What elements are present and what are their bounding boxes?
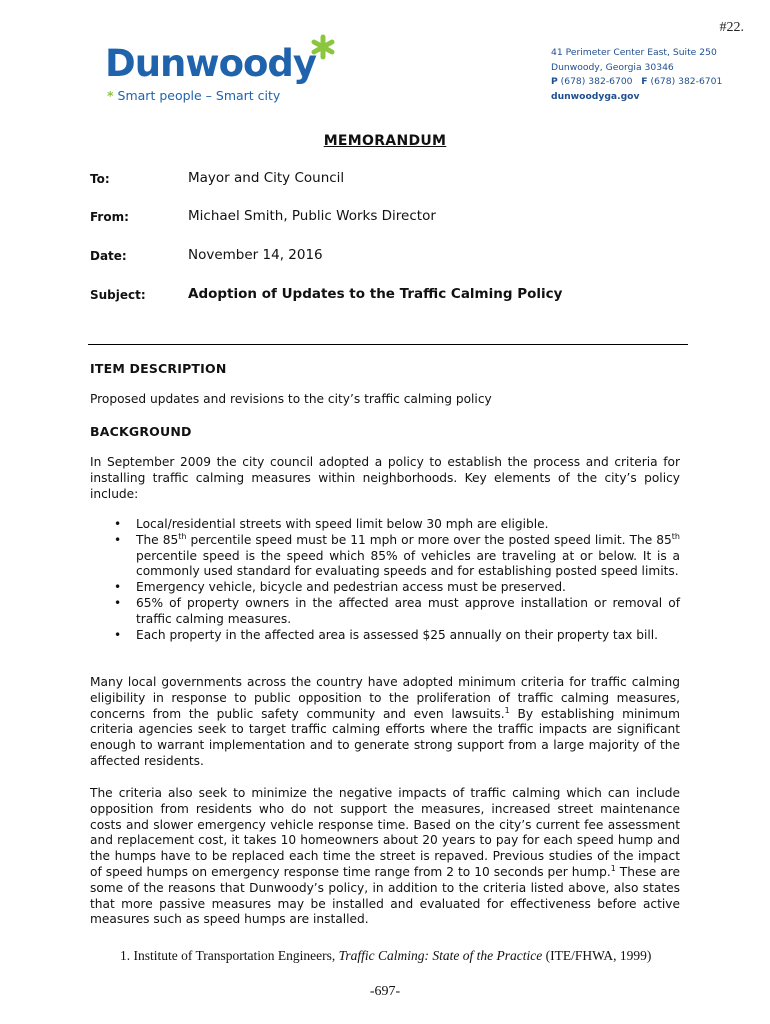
background-intro: In September 2009 the city council adopted a policy to establish the process and criteria for installing traffic calming measures within neighborhoods. Key elements of the city’s policy include: xyxy=(90,455,680,501)
background-heading: BACKGROUND xyxy=(90,424,192,439)
date-label: Date: xyxy=(90,249,127,263)
page-number: -697- xyxy=(369,984,401,999)
address-block xyxy=(551,46,722,104)
header-divider xyxy=(88,344,688,345)
date-value: November 14, 2016 xyxy=(188,247,323,263)
footnote-ref: 1 xyxy=(504,705,510,715)
list-item: • 65% of property owners in the affected area must approve installation or removal of traffic calming measures. xyxy=(90,596,680,628)
memo-title: MEMORANDUM xyxy=(323,133,447,149)
logo-wordmark: Dunwoody xyxy=(105,42,317,85)
phone-fax-line xyxy=(551,75,722,90)
to-label: To: xyxy=(90,172,110,186)
list-item: • Each property in the affected area is assessed $25 annually on their property tax bill. xyxy=(90,628,680,644)
footnote-title: Traffic Calming: State of the Practice xyxy=(338,948,543,963)
list-item: • The 85th percentile speed must be 11 mph or more over the posted speed limit. The 85th percentile speed is the speed which 85% of vehicles are traveling at or below. It is a commonly used standard for evaluating speeds and for establishing posted speed limits. xyxy=(90,533,680,580)
phone-number: (678) 382-6700 xyxy=(560,76,633,87)
fax-label: F xyxy=(641,76,648,87)
subject-label: Subject: xyxy=(90,288,146,302)
address-line1: 41 Perimeter Center East, Suite 250 xyxy=(551,47,717,58)
item-description-heading: ITEM DESCRIPTION xyxy=(90,361,227,376)
from-value: Michael Smith, Public Works Director xyxy=(188,208,436,224)
footnote: 1. Institute of Transportation Engineers, Traffic Calming: State of the Practice (ITE/FHWA, 1999) xyxy=(120,948,652,963)
from-label: From: xyxy=(90,210,129,224)
fax-number: (678) 382-6701 xyxy=(650,76,723,87)
to-value: Mayor and City Council xyxy=(188,170,345,186)
footnote-ref: 1 xyxy=(610,863,616,873)
phone-label: P xyxy=(551,76,558,87)
tagline-text: Smart people – Smart city xyxy=(117,88,281,103)
tagline-star-icon: * xyxy=(107,88,114,103)
website-link[interactable]: dunwoodyga.gov xyxy=(551,90,640,102)
logo-star-icon xyxy=(310,34,336,60)
subject-value: Adoption of Updates to the Traffic Calming Policy xyxy=(188,286,563,302)
footnote-number: 1. xyxy=(120,948,131,963)
address-line2: Dunwoody, Georgia 30346 xyxy=(551,61,674,73)
item-description-text: Proposed updates and revisions to the city’s traffic calming policy xyxy=(90,392,492,406)
list-item: • Local/residential streets with speed limit below 30 mph are eligible. xyxy=(90,517,680,533)
criteria-list xyxy=(90,517,680,643)
background-paragraph-2: Many local governments across the country have adopted minimum criteria for traffic calming eligibility in response to public opposition to the proliferation of traffic calming measures, concerns from the public safety community and even lawsuits.$^1$ By establishing minimum criteria agencies seek to target traffic calming efforts where the traffic impacts are significant enough to warrant implementation and to generate strong support from a large majority of the affected residents. xyxy=(90,675,681,768)
dunwoody-logo xyxy=(105,38,335,110)
logo-tagline xyxy=(107,88,280,103)
background-paragraph-3: The criteria also seek to minimize the negative impacts of traffic calming which can include opposition from residents who do not support the measures, increased street maintenance costs and slower emergency vehicle response time. Based on the city’s current fee assessment and replacement cost, it takes 10 homeowners about 20 years to pay for each speed hump and the humps have to be replaced each time the street is repaved. Previous studies of the impact of speed humps on emergency response time range from 2 to 10 seconds per hump.$^1$ These are some of the reasons that Dunwoody’s policy, in addition to the criteria listed above, also states that more passive measures may be installed and evaluated for effectiveness before active measures such as speed humps are installed. xyxy=(90,786,680,927)
list-item: • Emergency vehicle, bicycle and pedestrian access must be preserved. xyxy=(90,580,680,596)
page-marker: #22. xyxy=(719,20,744,35)
